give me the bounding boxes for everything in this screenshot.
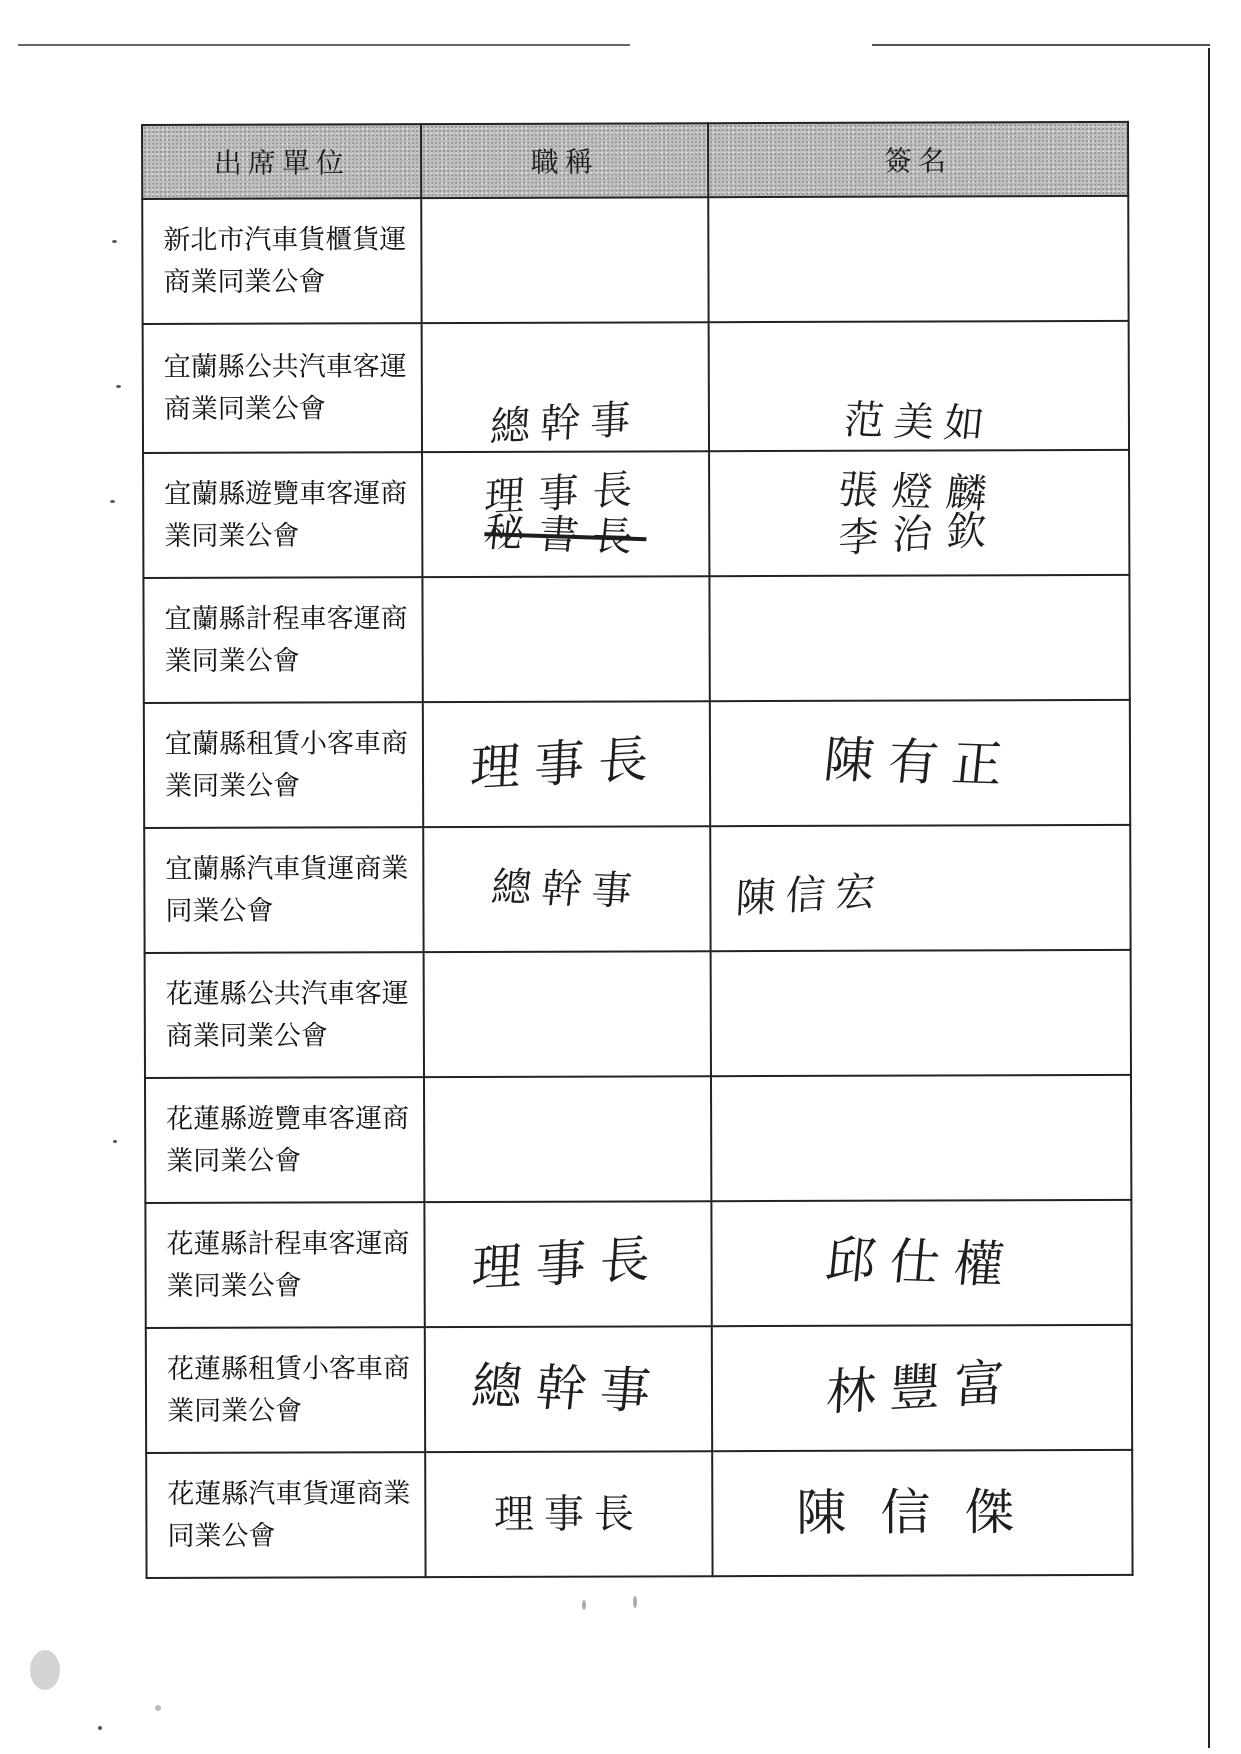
unit-name: 花蓮縣計程車客運商業同業公會 (145, 1202, 425, 1328)
table-row (145, 1200, 1131, 1328)
table-row (143, 450, 1129, 578)
job-title (424, 1076, 711, 1202)
job-title (422, 322, 709, 452)
job-title (424, 826, 711, 952)
signature-text: 林豐富 (824, 1352, 1020, 1422)
signature-text: 陳有正 (821, 730, 1019, 795)
unit-name: 花蓮縣租賃小客車商業同業公會 (146, 1327, 426, 1453)
attendance-sign-in-table (141, 121, 1134, 1579)
table-row (146, 1325, 1132, 1453)
signature-text: 范美如 (841, 397, 997, 448)
scan-speck (113, 1140, 117, 1143)
header-title: 職稱 (421, 123, 708, 198)
job-title-crossed-out: 秘書長 (482, 509, 650, 561)
signature: 陳信傑 (712, 1450, 1133, 1576)
unit-name: 宜蘭縣汽車貨運商業同業公會 (144, 827, 424, 953)
scan-smudge (30, 1650, 60, 1690)
header-row (142, 122, 1128, 199)
scan-border-top-right (872, 44, 1210, 46)
table-row (144, 825, 1130, 953)
unit-name: 新北市汽車貨櫃貨運商業同業公會 (142, 198, 422, 324)
signature (710, 700, 1131, 826)
job-title (423, 701, 710, 827)
unit-name: 宜蘭縣租賃小客車商業同業公會 (144, 702, 424, 828)
unit-name: 宜蘭縣公共汽車客運商業同業公會 (143, 323, 423, 453)
job-title (425, 1201, 712, 1327)
signature-text: 張燈麟 (835, 466, 1003, 518)
job-title (424, 951, 711, 1077)
scan-border-top-left (18, 44, 630, 46)
signature (708, 321, 1129, 451)
scan-speck (98, 1726, 102, 1730)
signature (712, 1325, 1133, 1451)
signature (709, 450, 1130, 576)
unit-name: 花蓮縣公共汽車客運商業同業公會 (145, 952, 425, 1078)
signature-text-second: 李治欽 (837, 506, 1002, 562)
table-row (144, 700, 1130, 828)
job-title-text: 理事長 (470, 1228, 666, 1298)
header-signature: 簽名 (708, 122, 1128, 197)
signature-text: 陳信宏 (734, 867, 887, 923)
job-title-text: 總幹事 (489, 396, 642, 451)
job-title-text: 總幹事 (489, 863, 645, 915)
job-title-text: 總幹事 (469, 1356, 668, 1421)
job-title: 理事長 (426, 1451, 713, 1577)
signature (711, 1200, 1132, 1326)
job-title (425, 1326, 712, 1452)
unit-name: 宜蘭縣遊覽車客運商業同業公會 (143, 452, 423, 578)
job-title (422, 451, 709, 577)
signature-text: 邱仕權 (822, 1230, 1021, 1295)
table-row (145, 950, 1131, 1078)
signature (708, 196, 1129, 322)
signature (711, 1075, 1132, 1201)
unit-name: 花蓮縣汽車貨運商業同業公會 (146, 1452, 426, 1578)
scan-speck (582, 1600, 586, 1610)
scan-speck (633, 1596, 637, 1608)
job-title-text: 理事長 (469, 728, 664, 798)
header-unit: 出席單位 (142, 124, 422, 199)
unit-name: 花蓮縣遊覽車客運商業同業公會 (145, 1077, 425, 1203)
unit-name: 宜蘭縣計程車客運商業同業公會 (143, 577, 423, 703)
job-title (422, 197, 709, 323)
job-title (423, 576, 710, 702)
scan-speck (110, 500, 115, 503)
scan-border-right (1208, 48, 1210, 1748)
job-title-text: 理事長 (483, 465, 648, 521)
signature (709, 575, 1130, 701)
signature (710, 825, 1131, 951)
scan-speck (116, 385, 121, 388)
table-row (146, 1450, 1132, 1578)
scan-speck (155, 1705, 161, 1711)
table-row (145, 1075, 1131, 1203)
scan-speck (112, 240, 117, 243)
signature (710, 950, 1131, 1076)
table-row (143, 575, 1129, 703)
table-row (143, 321, 1129, 453)
table-row (142, 196, 1128, 324)
